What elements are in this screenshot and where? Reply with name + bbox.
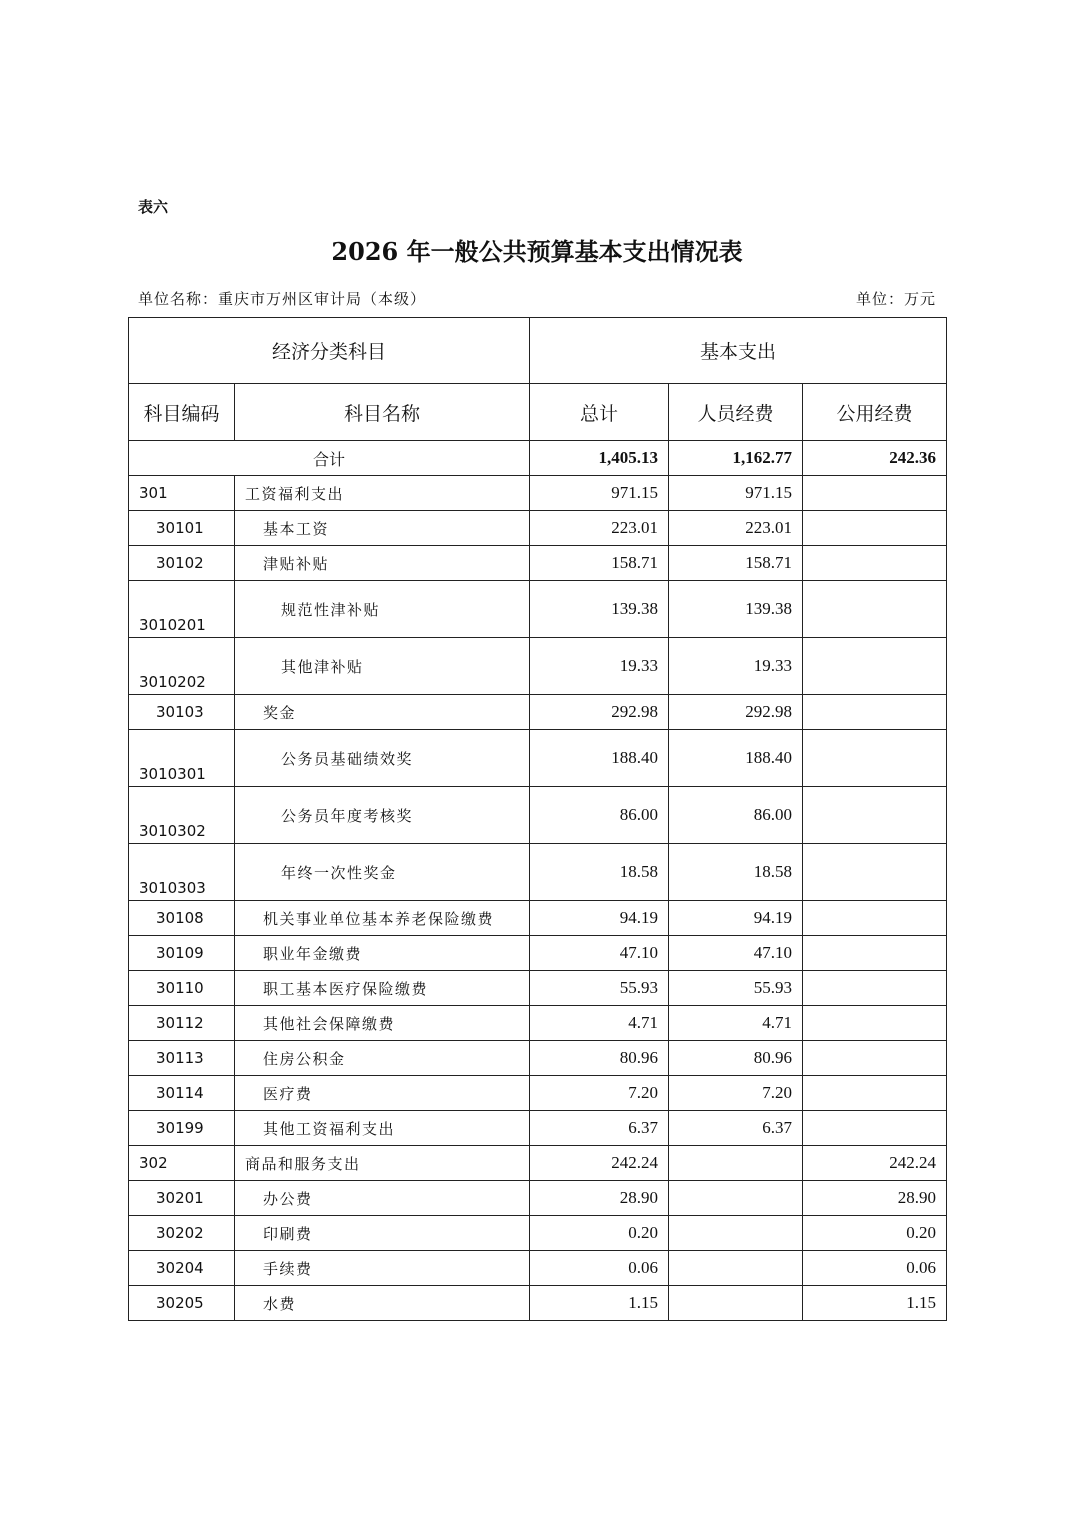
- row-name: 职业年金缴费: [235, 936, 530, 971]
- row-total: 158.71: [530, 546, 669, 581]
- row-public: [803, 971, 947, 1006]
- row-name: 印刷费: [235, 1216, 530, 1251]
- row-personnel: 80.96: [669, 1041, 803, 1076]
- row-code: 30114: [129, 1076, 235, 1111]
- row-personnel: 188.40: [669, 730, 803, 787]
- row-name: 商品和服务支出: [235, 1146, 530, 1181]
- row-code: 30103: [129, 695, 235, 730]
- totals-public: 242.36: [803, 441, 947, 476]
- row-total: 0.06: [530, 1251, 669, 1286]
- header-total: 总计: [530, 384, 669, 441]
- row-total: 6.37: [530, 1111, 669, 1146]
- table-row: [129, 1286, 947, 1321]
- row-code: 30102: [129, 546, 235, 581]
- table-row: [129, 1181, 947, 1216]
- row-personnel: [669, 1216, 803, 1251]
- row-name: 基本工资: [235, 511, 530, 546]
- row-personnel: 6.37: [669, 1111, 803, 1146]
- row-personnel: 55.93: [669, 971, 803, 1006]
- row-total: 19.33: [530, 638, 669, 695]
- table-row: [129, 511, 947, 546]
- row-total: 0.20: [530, 1216, 669, 1251]
- row-personnel: 18.58: [669, 844, 803, 901]
- header-public: 公用经费: [803, 384, 947, 441]
- row-code: 30113: [129, 1041, 235, 1076]
- row-code: 3010201: [129, 581, 235, 638]
- row-public: [803, 1111, 947, 1146]
- row-total: 223.01: [530, 511, 669, 546]
- table-row: [129, 844, 947, 901]
- row-total: 86.00: [530, 787, 669, 844]
- row-code: 3010202: [129, 638, 235, 695]
- totals-label: 合计: [129, 441, 530, 476]
- row-public: [803, 511, 947, 546]
- row-name: 津贴补贴: [235, 546, 530, 581]
- row-total: 139.38: [530, 581, 669, 638]
- row-code: 3010303: [129, 844, 235, 901]
- row-code: 302: [129, 1146, 235, 1181]
- row-code: 3010302: [129, 787, 235, 844]
- table-row: [129, 1041, 947, 1076]
- row-personnel: 86.00: [669, 787, 803, 844]
- header-name: 科目名称: [235, 384, 530, 441]
- row-code: 30201: [129, 1181, 235, 1216]
- row-code: 30205: [129, 1286, 235, 1321]
- document-title: 2026 年一般公共预算基本支出情况表: [331, 237, 743, 266]
- row-personnel: [669, 1251, 803, 1286]
- row-name: 规范性津补贴: [235, 581, 530, 638]
- row-total: 292.98: [530, 695, 669, 730]
- row-public: [803, 730, 947, 787]
- row-public: [803, 936, 947, 971]
- row-personnel: 7.20: [669, 1076, 803, 1111]
- table-row: [129, 638, 947, 695]
- table-row: [129, 901, 947, 936]
- row-code: 30202: [129, 1216, 235, 1251]
- row-public: [803, 476, 947, 511]
- row-public: [803, 1076, 947, 1111]
- row-name: 住房公积金: [235, 1041, 530, 1076]
- row-personnel: 19.33: [669, 638, 803, 695]
- row-total: 971.15: [530, 476, 669, 511]
- table-row: [129, 1006, 947, 1041]
- row-code: 30108: [129, 901, 235, 936]
- row-personnel: 158.71: [669, 546, 803, 581]
- row-public: 1.15: [803, 1286, 947, 1321]
- row-code: 301: [129, 476, 235, 511]
- table-row: [129, 695, 947, 730]
- row-total: 4.71: [530, 1006, 669, 1041]
- row-public: [803, 695, 947, 730]
- row-personnel: 94.19: [669, 901, 803, 936]
- table-row: [129, 1146, 947, 1181]
- row-code: 30109: [129, 936, 235, 971]
- unit-currency: 单位：万元: [855, 290, 936, 308]
- table-row: [129, 1251, 947, 1286]
- row-public: [803, 844, 947, 901]
- row-code: 30199: [129, 1111, 235, 1146]
- row-name: 水费: [235, 1286, 530, 1321]
- row-personnel: 223.01: [669, 511, 803, 546]
- row-name: 医疗费: [235, 1076, 530, 1111]
- table-row: [129, 787, 947, 844]
- row-name: 其他津补贴: [235, 638, 530, 695]
- row-total: 94.19: [530, 901, 669, 936]
- totals-personnel: 1,162.77: [669, 441, 803, 476]
- table-row: [129, 1216, 947, 1251]
- header-code: 科目编码: [129, 384, 235, 441]
- row-public: [803, 546, 947, 581]
- row-total: 188.40: [530, 730, 669, 787]
- row-name: 办公费: [235, 1181, 530, 1216]
- row-personnel: 971.15: [669, 476, 803, 511]
- table-label: 表六: [138, 198, 169, 216]
- row-total: 7.20: [530, 1076, 669, 1111]
- table-row: [129, 1111, 947, 1146]
- header-basic-expenditure: 基本支出: [530, 318, 947, 384]
- row-personnel: [669, 1181, 803, 1216]
- row-personnel: 292.98: [669, 695, 803, 730]
- header-economic-classification: 经济分类科目: [129, 318, 530, 384]
- row-name: 其他社会保障缴费: [235, 1006, 530, 1041]
- table-row: [129, 730, 947, 787]
- row-total: 80.96: [530, 1041, 669, 1076]
- row-public: [803, 581, 947, 638]
- row-code: 30204: [129, 1251, 235, 1286]
- row-personnel: 139.38: [669, 581, 803, 638]
- row-personnel: 47.10: [669, 936, 803, 971]
- row-public: 242.24: [803, 1146, 947, 1181]
- row-public: [803, 1041, 947, 1076]
- row-total: 1.15: [530, 1286, 669, 1321]
- row-code: 30101: [129, 511, 235, 546]
- row-public: [803, 1006, 947, 1041]
- table-row: [129, 546, 947, 581]
- row-total: 47.10: [530, 936, 669, 971]
- row-name: 工资福利支出: [235, 476, 530, 511]
- row-personnel: [669, 1146, 803, 1181]
- row-name: 奖金: [235, 695, 530, 730]
- group-header-row: [129, 318, 947, 384]
- row-personnel: [669, 1286, 803, 1321]
- row-name: 公务员基础绩效奖: [235, 730, 530, 787]
- row-public: [803, 901, 947, 936]
- row-total: 55.93: [530, 971, 669, 1006]
- row-name: 其他工资福利支出: [235, 1111, 530, 1146]
- row-public: 28.90: [803, 1181, 947, 1216]
- row-name: 机关事业单位基本养老保险缴费: [235, 901, 530, 936]
- row-personnel: 4.71: [669, 1006, 803, 1041]
- totals-row: [129, 441, 947, 476]
- row-name: 年终一次性奖金: [235, 844, 530, 901]
- row-name: 公务员年度考核奖: [235, 787, 530, 844]
- row-public: [803, 638, 947, 695]
- row-total: 242.24: [530, 1146, 669, 1181]
- table-row: [129, 936, 947, 971]
- table-row: [129, 581, 947, 638]
- row-public: [803, 787, 947, 844]
- row-code: 30112: [129, 1006, 235, 1041]
- row-total: 28.90: [530, 1181, 669, 1216]
- budget-table: [128, 317, 947, 1321]
- row-public: 0.20: [803, 1216, 947, 1251]
- table-row: [129, 1076, 947, 1111]
- row-code: 3010301: [129, 730, 235, 787]
- row-public: 0.06: [803, 1251, 947, 1286]
- row-name: 职工基本医疗保险缴费: [235, 971, 530, 1006]
- unit-name: 单位名称：重庆市万州区审计局（本级）: [138, 290, 427, 308]
- row-total: 18.58: [530, 844, 669, 901]
- table-row: [129, 971, 947, 1006]
- totals-total: 1,405.13: [530, 441, 669, 476]
- row-name: 手续费: [235, 1251, 530, 1286]
- table-row: [129, 476, 947, 511]
- header-personnel: 人员经费: [669, 384, 803, 441]
- column-header-row: [129, 384, 947, 441]
- row-code: 30110: [129, 971, 235, 1006]
